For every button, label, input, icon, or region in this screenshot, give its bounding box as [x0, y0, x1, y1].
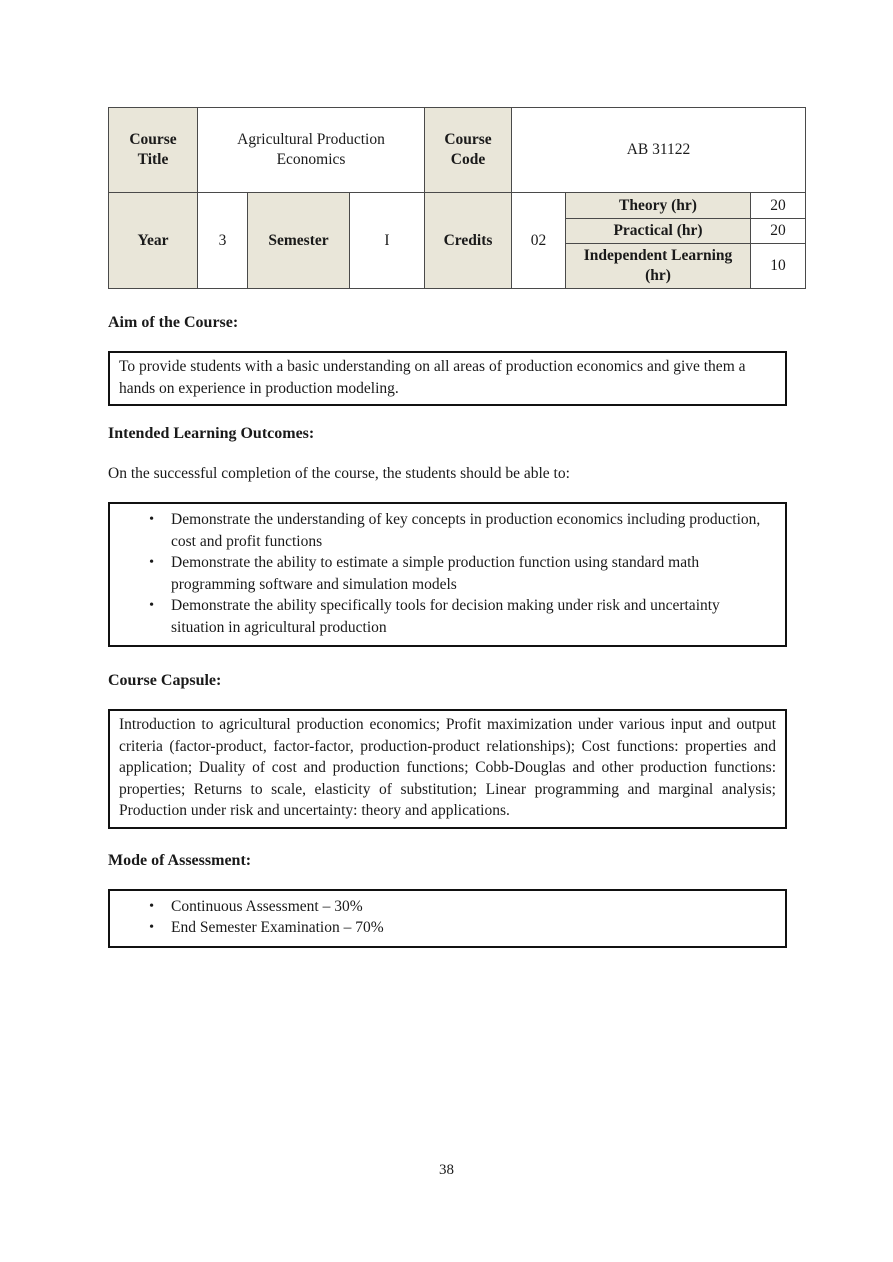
ilo-heading: Intended Learning Outcomes:	[108, 425, 315, 442]
independent-learning-hours-value-cell: 10	[751, 244, 806, 289]
page-number: 38	[439, 1162, 454, 1178]
ilo-intro-text: On the successful completion of the course, the students should be able to:	[108, 465, 570, 482]
ilo-bullet-text: Demonstrate the understanding of key concepts in production economics including production, cost and profit functions	[171, 511, 761, 550]
theory-hours-value-cell: 20	[751, 193, 806, 219]
ilo-bullet-text: Demonstrate the ability to estimate a simple production function using standard math programming software and simulation models	[171, 554, 700, 593]
theory-hours-label-cell: Theory (hr)	[566, 193, 751, 219]
course-info-table	[108, 107, 806, 289]
aim-text: To provide students with a basic understanding on all areas of production economics and give them a hands on experience in production modeling.	[119, 358, 746, 397]
capsule-heading: Course Capsule:	[108, 672, 222, 689]
bullet-icon: •	[149, 555, 154, 570]
assessment-bullet-text: End Semester Examination – 70%	[171, 919, 384, 936]
semester-value-cell: I	[350, 193, 425, 289]
ilo-bullet-text: Demonstrate the ability specifically tools for decision making under risk and uncertainty situation in agricultural production	[171, 597, 720, 636]
practical-hours-value-cell: 20	[751, 219, 806, 244]
independent-learning-hours-label-cell: Independent Learning (hr)	[566, 244, 751, 289]
assessment-bullet-text: Continuous Assessment – 30%	[171, 897, 363, 915]
ilo-box	[108, 502, 787, 647]
credits-label-cell: Credits	[425, 193, 512, 289]
capsule-text-box	[108, 709, 787, 829]
list-item	[114, 552, 776, 595]
table-row	[109, 108, 806, 193]
aim-heading: Aim of the Course:	[108, 314, 239, 331]
course-title-value-cell: Agricultural Production Economics	[198, 108, 425, 193]
course-title-label-cell: Course Title	[109, 108, 198, 193]
year-label-cell: Year	[109, 193, 198, 289]
year-value-cell: 3	[198, 193, 248, 289]
list-item	[114, 896, 776, 918]
assessment-heading: Mode of Assessment:	[108, 851, 252, 869]
course-code-label-cell: Course Code	[425, 108, 512, 193]
bullet-icon: •	[149, 512, 154, 527]
list-item	[114, 595, 776, 638]
course-code-value-cell: AB 31122	[512, 108, 806, 193]
practical-hours-label-cell: Practical (hr)	[566, 219, 751, 244]
bullet-icon: •	[149, 920, 154, 935]
semester-label-cell: Semester	[248, 193, 350, 289]
list-item	[114, 509, 776, 552]
bullet-icon: •	[149, 898, 154, 914]
bullet-icon: •	[149, 598, 154, 613]
page-content	[108, 107, 805, 948]
credits-value-cell: 02	[512, 193, 566, 289]
table-row	[109, 193, 806, 219]
aim-text-box	[108, 351, 787, 406]
assessment-box	[108, 889, 787, 948]
capsule-text: Introduction to agricultural production economics; Profit maximization under various input and output criteria (factor-product, factor-factor, production-product relationships); Cost functions: properties and application; Duality of cost and production functions; Cobb-Douglas and other production functions: properties; Returns to scale, elasticity of substitution; Linear programming and marginal analysis; Production under risk and uncertainty: theory and applications.	[119, 716, 776, 819]
list-item	[114, 917, 776, 939]
